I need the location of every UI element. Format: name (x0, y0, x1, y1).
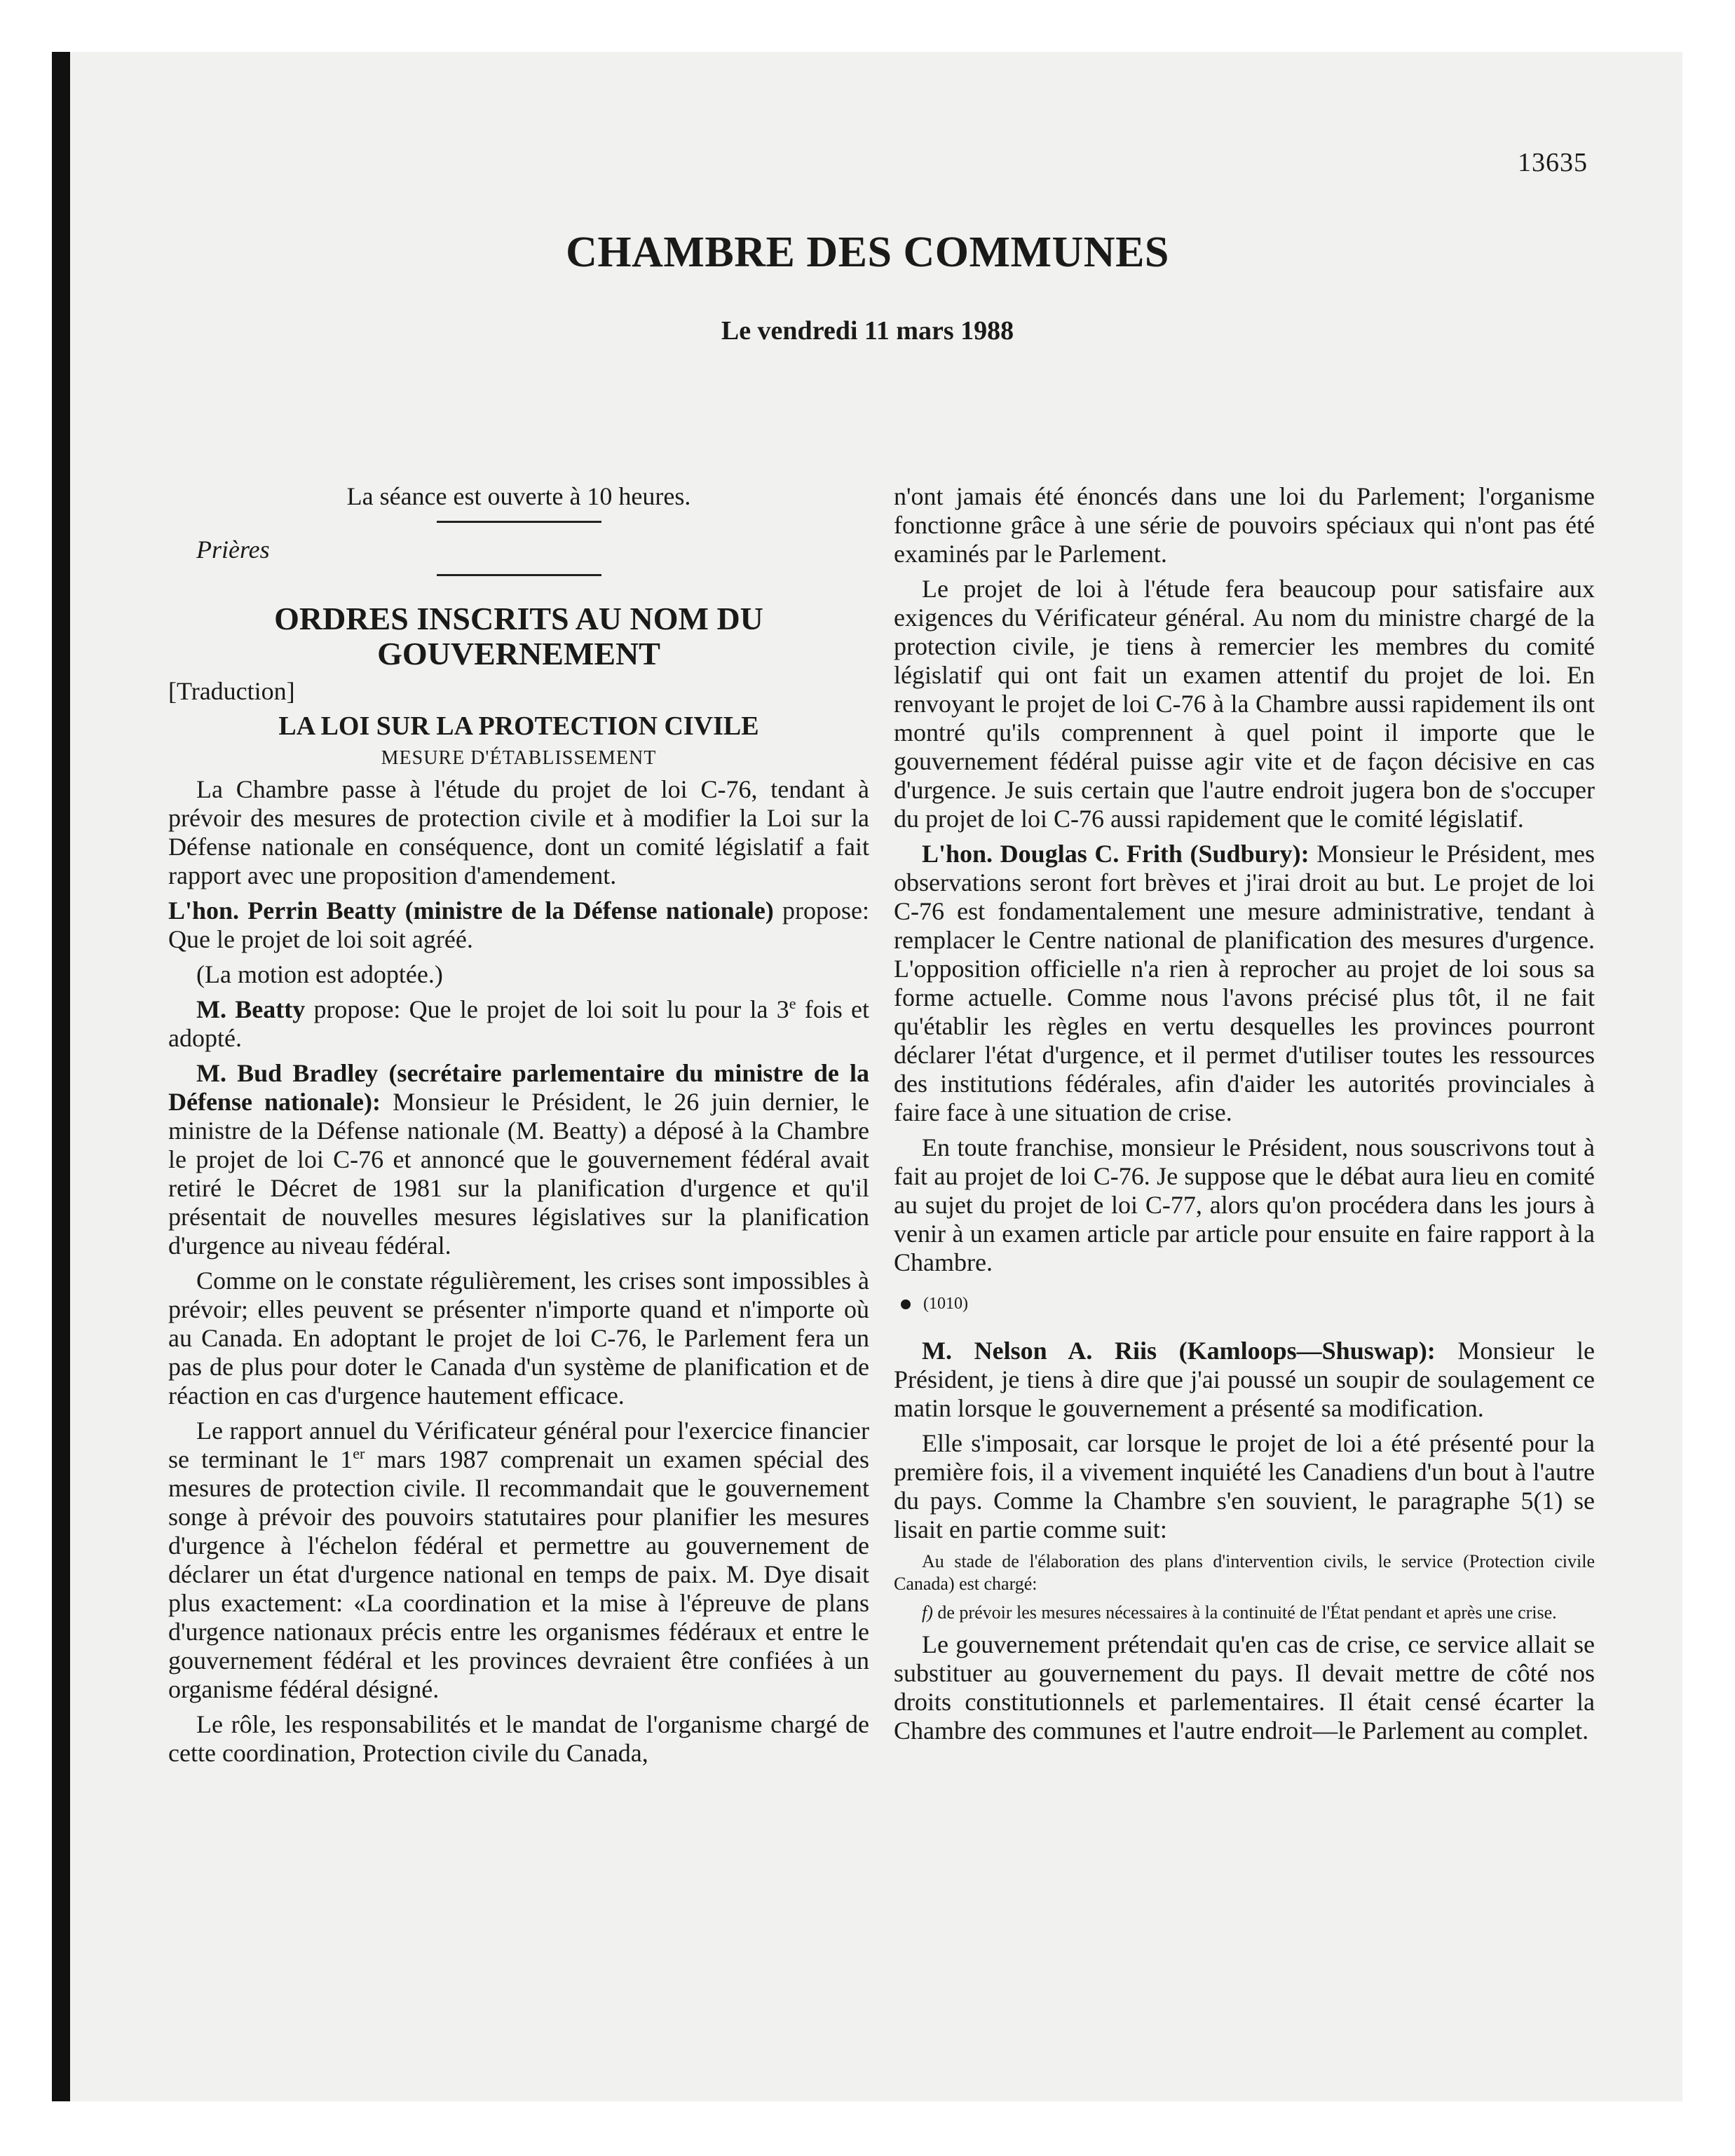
paragraph: La Chambre passe à l'étude du projet de loi C-76, tendant à prévoir des mesures de protection civile et à modifier la Loi sur la Défense nationale en conséquence, dont un comité législatif a fait rapport avec une proposition d'amendement. (168, 775, 869, 889)
paragraph: Le rôle, les responsabilités et le mandat de l'organisme chargé de cette coordination, Protection civile du Canada, (168, 1710, 869, 1767)
paragraph: Le gouvernement prétendait qu'en cas de crise, ce service allait se substituer au gouvernement du pays. Il devait mettre de côté nos droits constitutionnels et parlementaires. Il était censé écarter la Chambre des communes et l'autre endroit—le Parlement au complet. (894, 1630, 1595, 1745)
speech-text: Monsieur le Président, je tiens à dire que j'ai poussé un soupir de soulagement ce matin lorsque le gouvernement a présenté sa modification. (894, 1337, 1595, 1422)
timecode (901, 1290, 1595, 1318)
paragraph: Le projet de loi à l'étude fera beaucoup pour satisfaire aux exigences du Vérificateur général. Au nom du ministre chargé de la protection civile, je tiens à remercier les membres du comité législatif qui ont fait un examen attentif du projet de loi. En renvoyant le projet de loi C-76 à la Chambre aussi rapidement ils ont montré qu'ils comprennent à quel point il importe que le gouvernement fédéral puisse agir vite et de façon décisive en cas d'urgence. Je suis certain que l'autre endroit jugera bon de s'occuper du projet de loi C-76 aussi rapidement que le comité législatif. (894, 575, 1595, 833)
divider-rule (437, 521, 601, 523)
paragraph: n'ont jamais été énoncés dans une loi du Parlement; l'organisme fonctionne grâce à une série de pouvoirs spéciaux qui n'ont pas été examinés par le Parlement. (894, 482, 1595, 568)
traduction-note: [Traduction] (168, 677, 295, 705)
speaker-name: L'hon. Douglas C. Frith (Sudbury): (922, 840, 1309, 868)
speech-text: Monsieur le Président, mes observations seront fort brèves et j'irai droit au but. Le projet de loi C-76 est fondamentalement une mesure administrative, tendant à remplacer le Centre national de planification des mesures d'urgence. L'opposition officielle n'a rien à reprocher au projet de loi sous sa forme actuelle. Comme nous l'avons précisé plus tôt, il ne fait qu'établir les règles en vertu desquelles les provinces pourront déclarer l'état d'urgence, et il permet d'utiliser toutes les ressources des institutions fédérales, afin d'aider les autorités provinciales à faire face à une situation de crise. (894, 840, 1595, 1126)
timecode-label: (1010) (923, 1295, 968, 1313)
paragraph (168, 1059, 869, 1260)
page-title: CHAMBRE DES COMMUNES (566, 228, 1169, 276)
paragraph: Elle s'imposait, car lorsque le projet de loi a été présenté pour la première fois, il a vivement inquiété les Canadiens d'un bout à l'autre du pays. Comme la Chambre s'en souvient, le paragraphe 5(1) se lisait en partie comme suit: (894, 1429, 1595, 1543)
speaker-name: M. Nelson A. Riis (Kamloops—Shuswap): (922, 1337, 1436, 1365)
quoted-text (894, 1602, 1595, 1624)
quote-item-text: de prévoir les mesures nécessaires à la continuité de l'État pendant et après une crise. (932, 1602, 1557, 1623)
sitting-date: Le vendredi 11 mars 1988 (721, 316, 1014, 346)
speech-text: mars 1987 comprenait un examen spécial des mesures de protection civile. Il recommandait que le gouvernement songe à prévoir des pouvoirs statutaires pour planifier les mesures d'urgence à l'échelon fédéral et permettre au gouvernement de déclarer un état d'urgence national en temps de paix. M. Dye disait plus exactement: «La coordination et la mise à l'épreuve de plans d'urgence nationaux précis entre les organismes fédéraux et entre le gouvernement fédéral et les provinces devraient être confiées à un organisme fédéral désigné. (168, 1445, 869, 1703)
paragraph (168, 995, 869, 1053)
superscript: er (353, 1445, 365, 1462)
bill-subtitle: MESURE D'ÉTABLISSEMENT (381, 747, 657, 769)
speech-text: propose: Que le projet de loi soit agréé. (168, 896, 869, 953)
speech-text: Le rapport annuel du Vérificateur général pour l'exercice financier se terminant le 1 (168, 1417, 869, 1473)
page-number: 13635 (1518, 148, 1588, 177)
bill-title: LA LOI SUR LA PROTECTION CIVILE (278, 711, 759, 741)
paragraph (894, 1337, 1595, 1423)
speech-text: propose: Que le projet de loi soit lu pour la 3 (305, 995, 789, 1023)
quoted-text: Au stade de l'élaboration des plans d'intervention civils, le service (Protection civile Canada) est chargé: (894, 1551, 1595, 1594)
speech-text: Monsieur le Président, le 26 juin dernier, le ministre de la Défense nationale (M. Beatty) a déposé à la Chambre le projet de loi C-76 et annoncé que le gouvernement fédéral avait retiré le Décret de 1981 sur la planification d'urgence et qu'il présentait de nouvelles mesures législatives sur la planification d'urgence au niveau fédéral. (168, 1088, 869, 1260)
prieres-heading: Prières (196, 535, 270, 564)
paragraph: En toute franchise, monsieur le Président, nous souscrivons tout à fait au projet de loi C-76. Je suppose que le débat aura lieu en comité au sujet du projet de loi C-77, alors qu'on procédera dans les jours à venir à un examen article par article pour ensuite en faire rapport à la Chambre. (894, 1133, 1595, 1276)
superscript: e (789, 995, 796, 1012)
quote-item-label: f) (922, 1602, 933, 1623)
paragraph: Comme on le constate régulièrement, les crises sont impossibles à prévoir; elles peuvent se présenter n'importe quand et n'importe où au Canada. En adoptant le projet de loi C-76, le Parlement fera un pas de plus pour doter le Canada d'un système de planification et de réaction en cas d'urgence hautement efficace. (168, 1267, 869, 1410)
divider-rule (437, 574, 601, 576)
left-column (168, 482, 869, 1774)
speaker-name: M. Beatty (196, 995, 306, 1023)
right-column (894, 482, 1595, 1752)
paragraph (894, 840, 1595, 1127)
speech-text: fois et adopté. (168, 995, 870, 1052)
speaker-name: L'hon. Perrin Beatty (ministre de la Défense nationale) (168, 896, 774, 925)
bullet-icon (901, 1299, 911, 1309)
paragraph: (La motion est adoptée.) (196, 960, 443, 988)
sitting-opening: La séance est ouverte à 10 heures. (346, 482, 691, 510)
binding-edge (52, 52, 70, 2101)
paragraph (168, 896, 869, 954)
paragraph (168, 1417, 869, 1704)
section-heading: ORDRES INSCRITS AU NOM DU GOUVERNEMENT (274, 601, 763, 671)
speaker-name: M. Bud Bradley (secrétaire parlementaire du ministre de la Défense nationale): (168, 1059, 869, 1116)
